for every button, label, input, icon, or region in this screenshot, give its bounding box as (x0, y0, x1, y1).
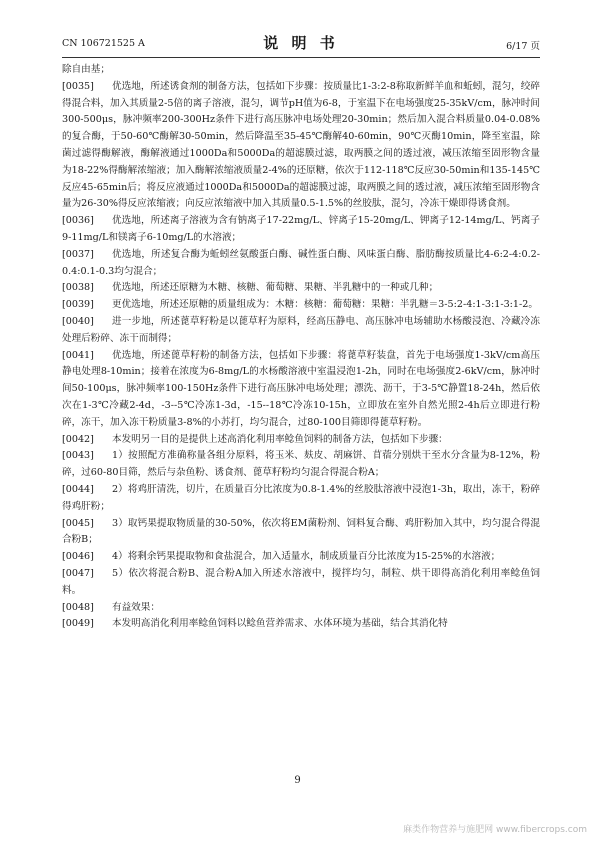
paragraph-number: [0048] (62, 601, 94, 613)
paragraph (62, 448, 540, 482)
paragraph-number: [0038] (62, 282, 94, 294)
paragraph-text: 除自由基； (62, 64, 110, 75)
paragraph (62, 247, 540, 281)
paragraph-text: 1）按照配方准确称量各组分原料，将玉米、麸皮、胡麻饼、苜蓿分别烘干至水分含量为8-12%，粉碎，过60-80目筛，然后与杂鱼粉、诱食剂、蓖草籽粉均匀混合得混合粉A； (62, 450, 540, 479)
paragraph-number: [0042] (62, 433, 94, 445)
paragraph (62, 566, 540, 600)
paragraph-text: 3）取钙果提取物质量的30-50%，依次将EM菌粉剂、饲料复合酶、鸡肝粉加入其中，均匀混合得混合粉B； (62, 517, 540, 546)
paragraph-number: [0046] (62, 551, 94, 563)
paragraph-number: [0037] (62, 248, 94, 260)
paragraph-number: [0047] (62, 567, 94, 579)
paragraph (62, 62, 540, 79)
paragraph (62, 79, 540, 213)
paragraph-text: 本发明高消化利用率鲶鱼饲料以鲶鱼营养需求、水体环境为基础，结合其消化特 (112, 618, 448, 630)
paragraph (62, 314, 540, 348)
paragraph-number: [0049] (62, 618, 94, 630)
paragraph-text: 4）将剩余钙果提取物和食盐混合，加入适量水，制成质量百分比浓度为15-25%的水溶液； (112, 551, 501, 563)
paragraph-text: 优选地，所述复合酶为蚯蚓丝氨酸蛋白酶、碱性蛋白酶、风味蛋白酶、脂肪酶按质量比4-6:2-4:0.2-0.4:0.1-0.3均匀混合； (62, 248, 540, 277)
paragraph (62, 280, 540, 297)
paragraph-number: [0041] (62, 349, 94, 361)
paragraph-text: 优选地，所述诱食剂的制备方法，包括如下步骤：按质量比1-3:2-8称取新鲜羊血和蚯蚓，混匀，绞碎得混合料，加入其质量2-5倍的离子溶液，混匀，调节pH值为6-8，于室温下在电场强度25-35kV/cm，脉冲时间300-500μs，脉冲频率200-300Hz条件下进行高压脉冲电场处理20-30min；然后加入混合料质量0.04-0.08%的复合酶，于50-60℃酶解30-50min，然后降温至35-45℃酶解40-60min，90℃灭酶10min，降至室温，除菌过滤得酶解液，酶解液通过1000Da和5000Da的超滤膜过滤，取两膜之间的透过液，减压浓缩至固形物含量为18-22%得酶解浓缩液；加入酶解浓缩液质量2-4%的还原糖，依次于112-118℃反应30-50min和135-145℃反应45-65min后；将反应液通过1000Da和5000Da的超滤膜过滤，取两膜之间的透过液，减压浓缩至固形物含量为26-30%得反应浓缩液；向反应浓缩液中加入其质量0.5-1.5%的丝胶肽，混匀，冷冻干燥即得诱食剂。 (62, 80, 540, 210)
paragraph-number: [0040] (62, 315, 94, 327)
paragraph-text: 进一步地，所述蓖草籽粉是以蓖草籽为原料，经高压静电、高压脉冲电场辅助水杨酸浸泡、冷藏冷冻处理后粉碎、冻干而制得； (62, 315, 540, 344)
paragraph-number: [0043] (62, 450, 94, 462)
paragraph (62, 616, 540, 633)
document-body (62, 62, 540, 633)
paragraph-number: [0045] (62, 517, 94, 529)
page-of-total: 6/17 页 (506, 41, 540, 52)
paragraph (62, 348, 540, 432)
paragraph-text: 优选地，所述蓖草籽粉的制备方法，包括如下步骤：将蓖草籽装盘，首先于电场强度1-3kV/cm高压静电处理8-10min；接着在浓度为6-8mg/L的水杨酸溶液中室温浸泡1-2h，同时在电场强度2-6kV/cm，脉冲时间50-100μs，脉冲频率100-150Hz条件下进行高压脉冲电场处理；漂洗、沥干，于3-5℃静置18-24h，然后依次在1-3℃冷藏2-4d，-3--5℃冷冻1-3d，-15--18℃冷冻10-15h，立即放在室外自然光照2-4h后立即进行粉碎，冻干，加入冻干粉质量3-8%的小苏打，均匀混合，过80-100目筛即得蓖草籽粉。 (62, 349, 540, 428)
paragraph (62, 482, 540, 516)
paragraph (62, 549, 540, 566)
paragraph (62, 432, 540, 449)
paragraph-text: 本发明另一目的是提供上述高消化利用率鲶鱼饲料的制备方法，包括如下步骤： (112, 433, 448, 445)
paragraph-number: [0035] (62, 80, 94, 92)
paragraph (62, 213, 540, 247)
paragraph-text: 有益效果： (112, 601, 160, 613)
paragraph-text: 优选地，所述离子溶液为含有钠离子17-22mg/L、锌离子15-20mg/L、钾离子12-14mg/L、钙离子9-11mg/L和镁离子6-10mg/L的水溶液； (62, 215, 540, 243)
paragraph (62, 297, 540, 314)
paragraph (62, 600, 540, 617)
header-rule (62, 57, 540, 58)
publication-number: CN 106721525 A (62, 38, 145, 49)
page-number: 9 (294, 775, 301, 786)
paragraph-number: [0039] (62, 299, 94, 311)
paragraph-text: 更优选地，所述还原糖的质量组成为：木糖：核糖：葡萄糖：果糖：半乳糖＝3-5:2-4:1-3:1-3:1-2。 (112, 299, 538, 311)
paragraph-number: [0044] (62, 483, 94, 495)
paragraph (62, 516, 540, 550)
paragraph-text: 2）将鸡肝清洗，切片，在质量百分比浓度为0.8-1.4%的丝胶肽溶液中浸泡1-3h，取出，冻干，粉碎得鸡肝粉； (62, 483, 540, 512)
paragraph-text: 优选地，所述还原糖为木糖、核糖、葡萄糖、果糖、半乳糖中的一种或几种； (112, 282, 439, 294)
watermark: 麻类作物营养与施肥网 www.fibercrops.com (403, 825, 587, 835)
paragraph-number: [0036] (62, 215, 94, 227)
paragraph-text: 5）依次将混合粉B、混合粉A加入所述水溶液中，搅拌均匀，制粒、烘干即得高消化利用率鲶鱼饲料。 (62, 567, 540, 596)
page-header (62, 32, 540, 56)
document-title: 说 明 书 (263, 34, 339, 52)
